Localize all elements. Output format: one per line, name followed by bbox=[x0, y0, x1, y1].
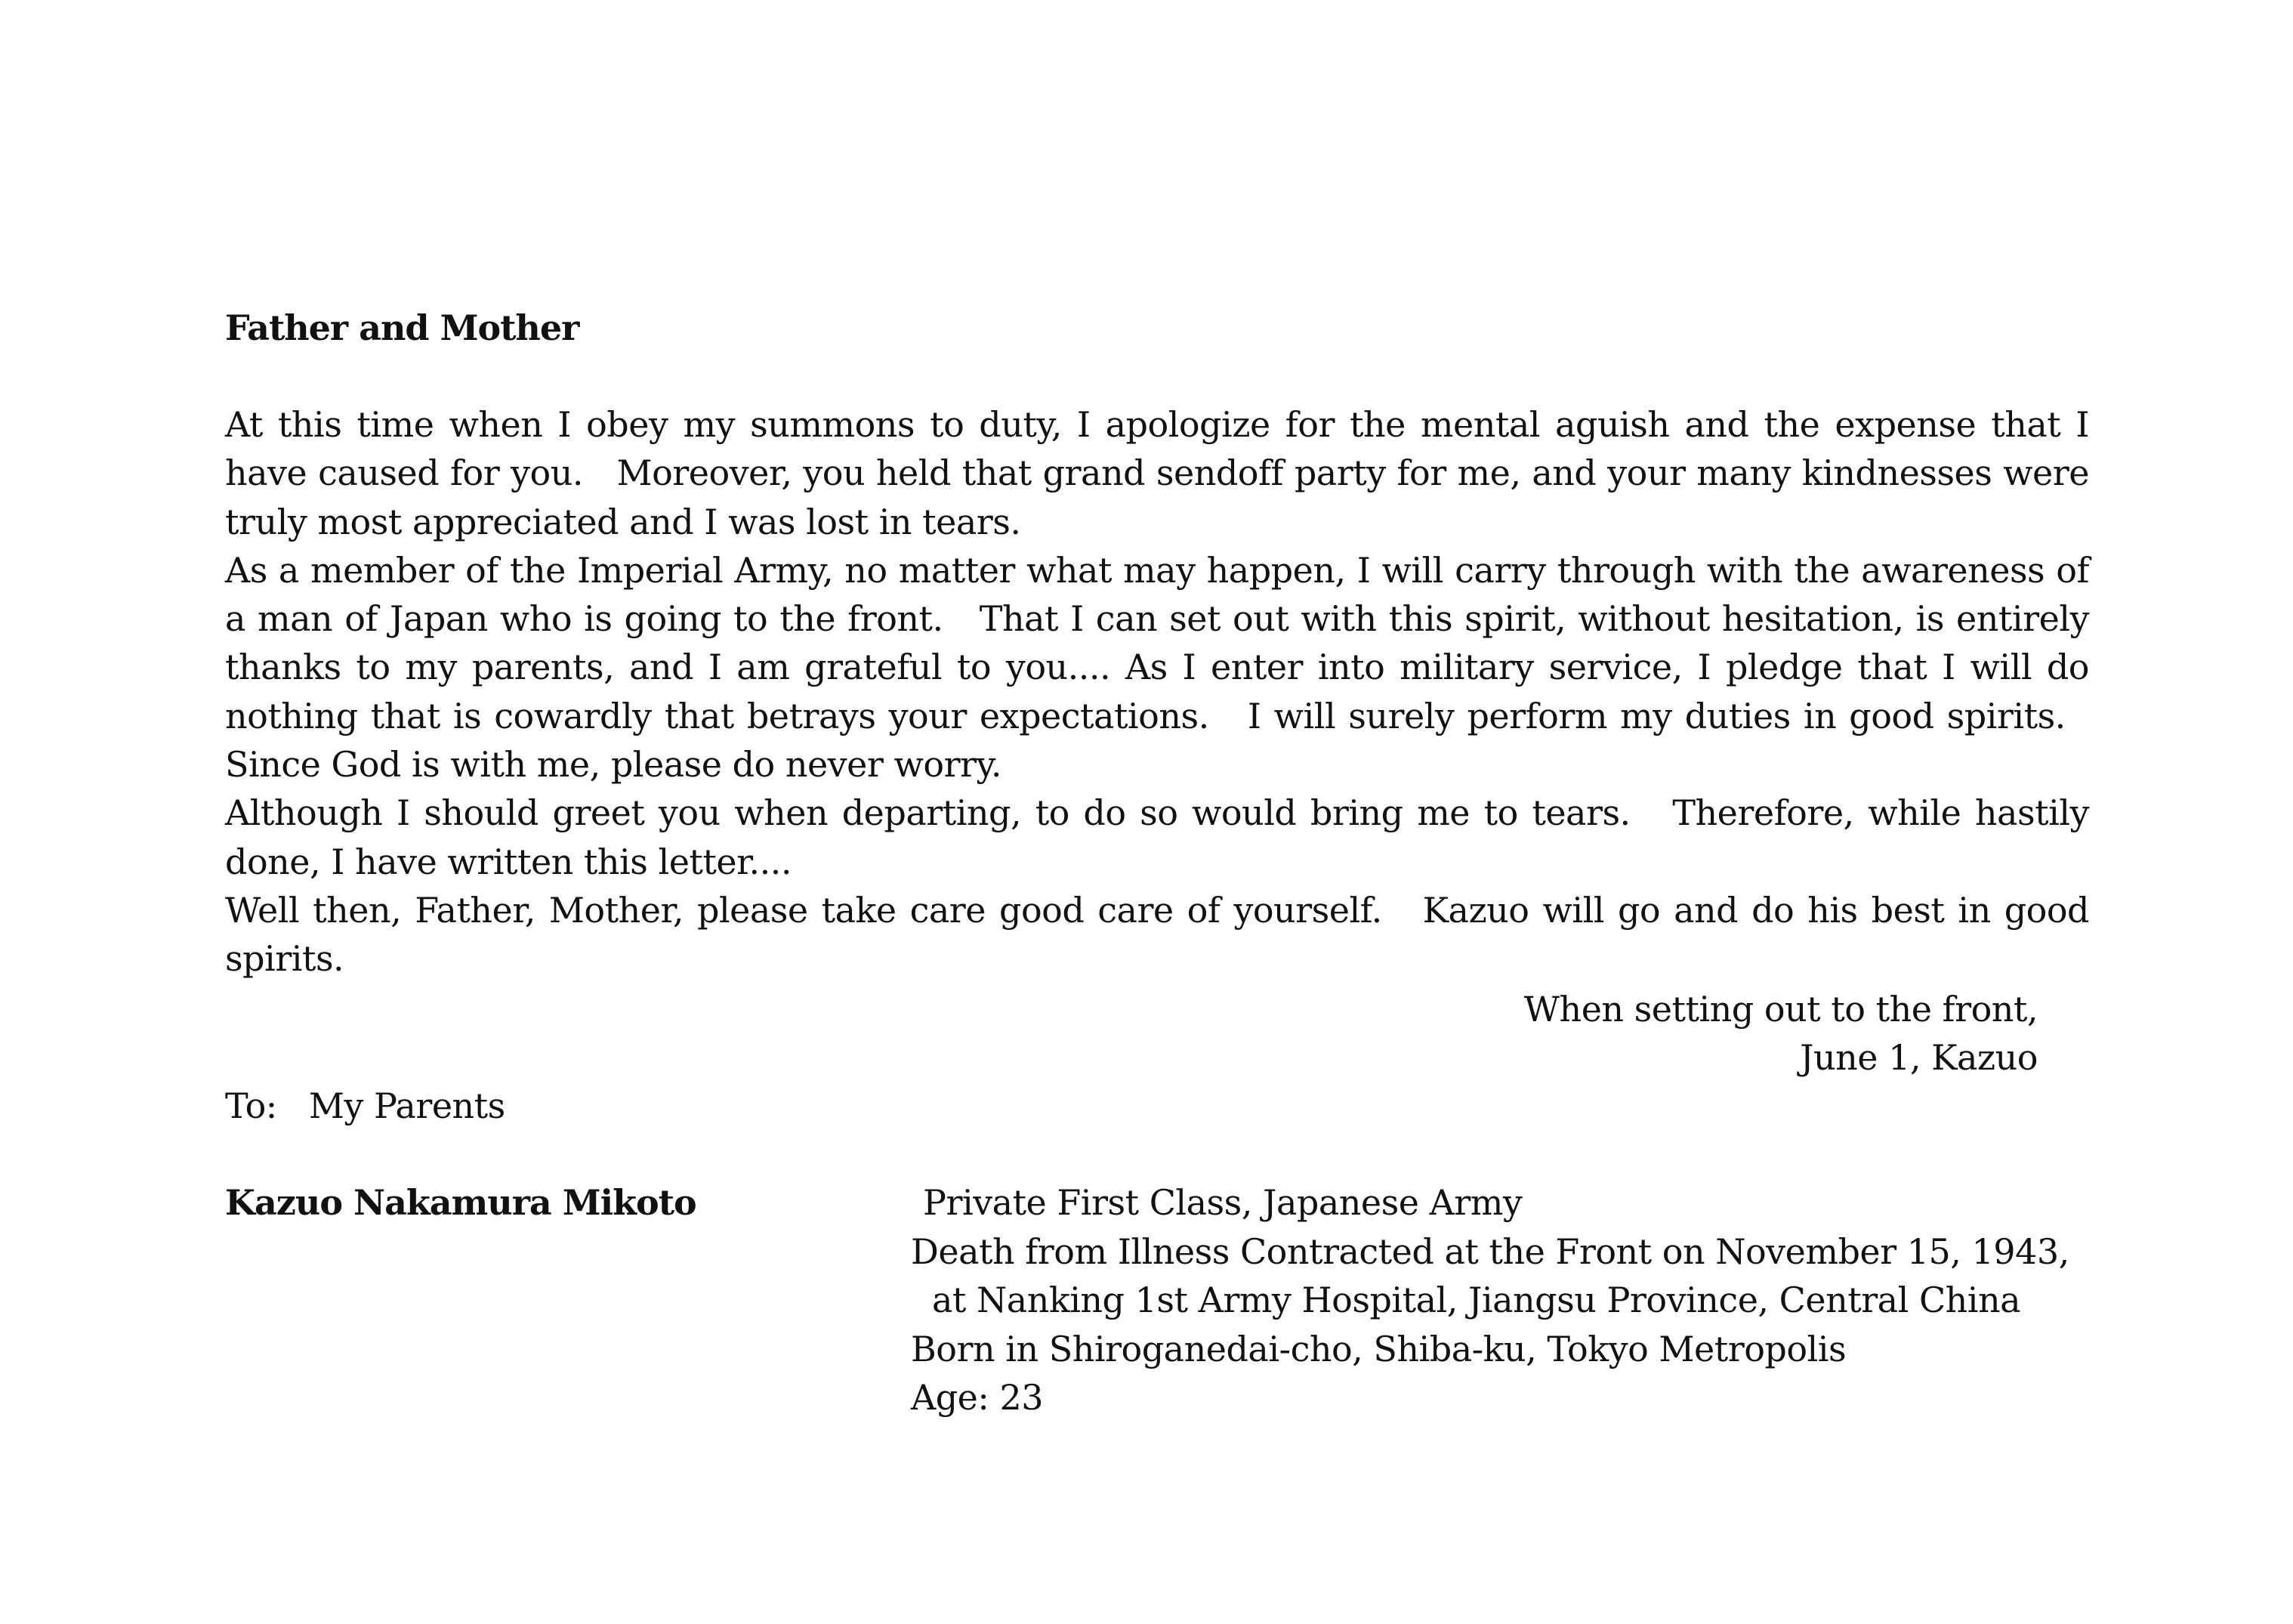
letter-paragraph: Well then, Father, Mother, please take care good care of yourself. Kazuo will go and do his best in good spirits. bbox=[225, 889, 2089, 980]
letter-recipient bbox=[225, 1082, 505, 1130]
letter-closing-line: When setting out to the front, bbox=[1523, 989, 2038, 1030]
author-rank: Private First Class, Japanese Army bbox=[923, 1182, 1523, 1223]
letter-paragraph: As a member of the Imperial Army, no matter what may happen, I will carry through with the awareness of a man of Japan who is going to the front. That I can set out with this spirit, without hesitation, is entirely thanks to my parents, and I am grateful to you.... As I enter into military service, I pledge that I will do nothing that is cowardly that betrays your expectations. I will surely perform my duties in good spirits. Since God is with me, please do never worry. bbox=[225, 549, 2089, 786]
letter-signature-date: June 1, Kazuo bbox=[1800, 1037, 2038, 1078]
author-name: Kazuo Nakamura Mikoto bbox=[225, 1182, 696, 1223]
author-death-place: at Nanking 1st Army Hospital, Jiangsu Province, Central China bbox=[932, 1280, 2021, 1320]
author-age: Age: 23 bbox=[911, 1377, 1044, 1418]
recipient-label: To: bbox=[225, 1085, 277, 1126]
letter-body bbox=[225, 400, 2089, 983]
recipient-value: My Parents bbox=[308, 1085, 505, 1126]
author-death: Death from Illness Contracted at the Front on November 15, 1943, bbox=[911, 1230, 2069, 1272]
letter-paragraph: Although I should greet you when departing, to do so would bring me to tears. Therefore, while hastily done, I have written this letter.... bbox=[225, 792, 2089, 882]
letter-salutation: Father and Mother bbox=[225, 307, 579, 348]
author-birthplace: Born in Shiroganedai-cho, Shiba-ku, Tokyo Metropolis bbox=[911, 1328, 1847, 1369]
author-biography bbox=[911, 1178, 2069, 1422]
letter-paragraph: At this time when I obey my summons to duty, I apologize for the mental aguish and the expense that I have caused for you. Moreover, you held that grand sendoff party for me, and your many kindnesses were truly most appreciated and I was lost in tears. bbox=[225, 404, 2089, 542]
